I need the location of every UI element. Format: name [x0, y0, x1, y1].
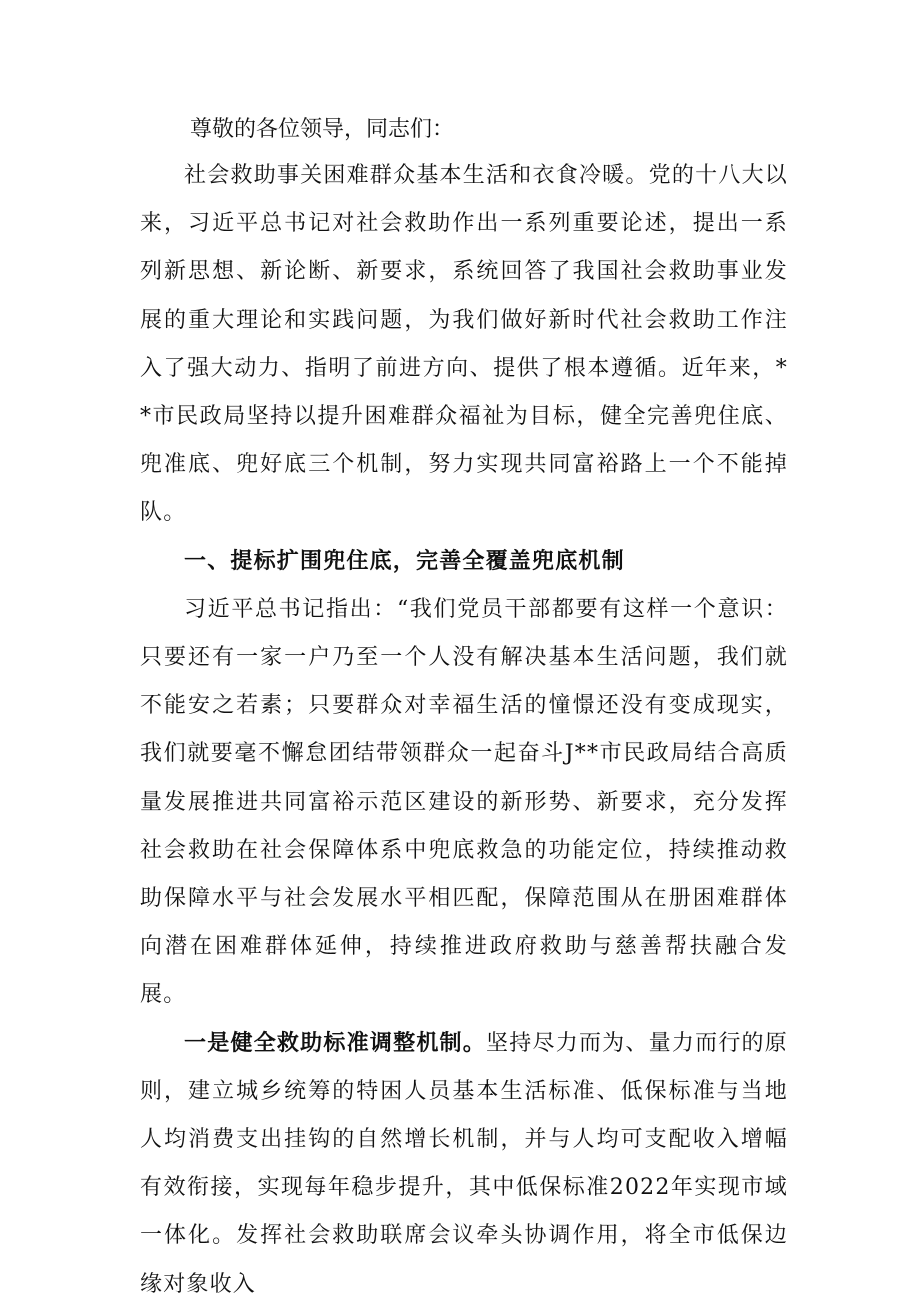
section-body-paragraph: 习近平总书记指出：“我们党员干部都要有这样一个意识：只要还有一家一户乃至一个人没有解决基本生活问题，我们就不能安之若素；只要群众对幸福生活的憧憬还没有变成现实，我们就要毫不懈怠团结带领群众一起奋斗J**市民政局结合高质量发展推进共同富裕示范区建设的新形势、新要求，充分发挥社会救助在社会保障体系中兜底救急的功能定位，持续推动救助保障水平与社会发展水平相匹配，保障范围从在册困难群体向潜在困难群体延伸，持续推进政府救助与慈善帮扶融合发展。 [140, 596, 788, 1008]
greeting: 尊敬的各位领导，同志们： [190, 117, 455, 142]
section-heading: 一、提标扩围兜住底，完善全覆盖兜底机制 [184, 548, 625, 574]
point-body: 坚持尽力而为、量力而行的原则，建立城乡统筹的特困人员基本生活标准、低保标准与当地人均消费支出挂钩的自然增长机制，并与人均可支配收入增幅有效衔接，实现每年稳步提升，其中低保标准2022年实现市域一体化。发挥社会救助联席会议牵头协调作用，将全市低保边缘对象收入 [140, 1030, 788, 1297]
document-page [140, 108, 788, 1309]
intro-paragraph: 社会救助事关困难群众基本生活和衣食冷暖。党的十八大以来，习近平总书记对社会救助作出一系列重要论述，提出一系列新思想、新论断、新要求，系统回答了我国社会救助事业发展的重大理论和实践问题，为我们做好新时代社会救助工作注入了强大动力、指明了前进方向、提供了根本遵循。近年来，**市民政局坚持以提升困难群众福祉为目标，健全完善兜住底、兜准底、兜好底三个机制，努力实现共同富裕路上一个不能掉队。 [140, 163, 788, 526]
point-lead: 一是健全救助标准调整机制。 [184, 1030, 487, 1056]
point-paragraph [140, 1020, 788, 1309]
